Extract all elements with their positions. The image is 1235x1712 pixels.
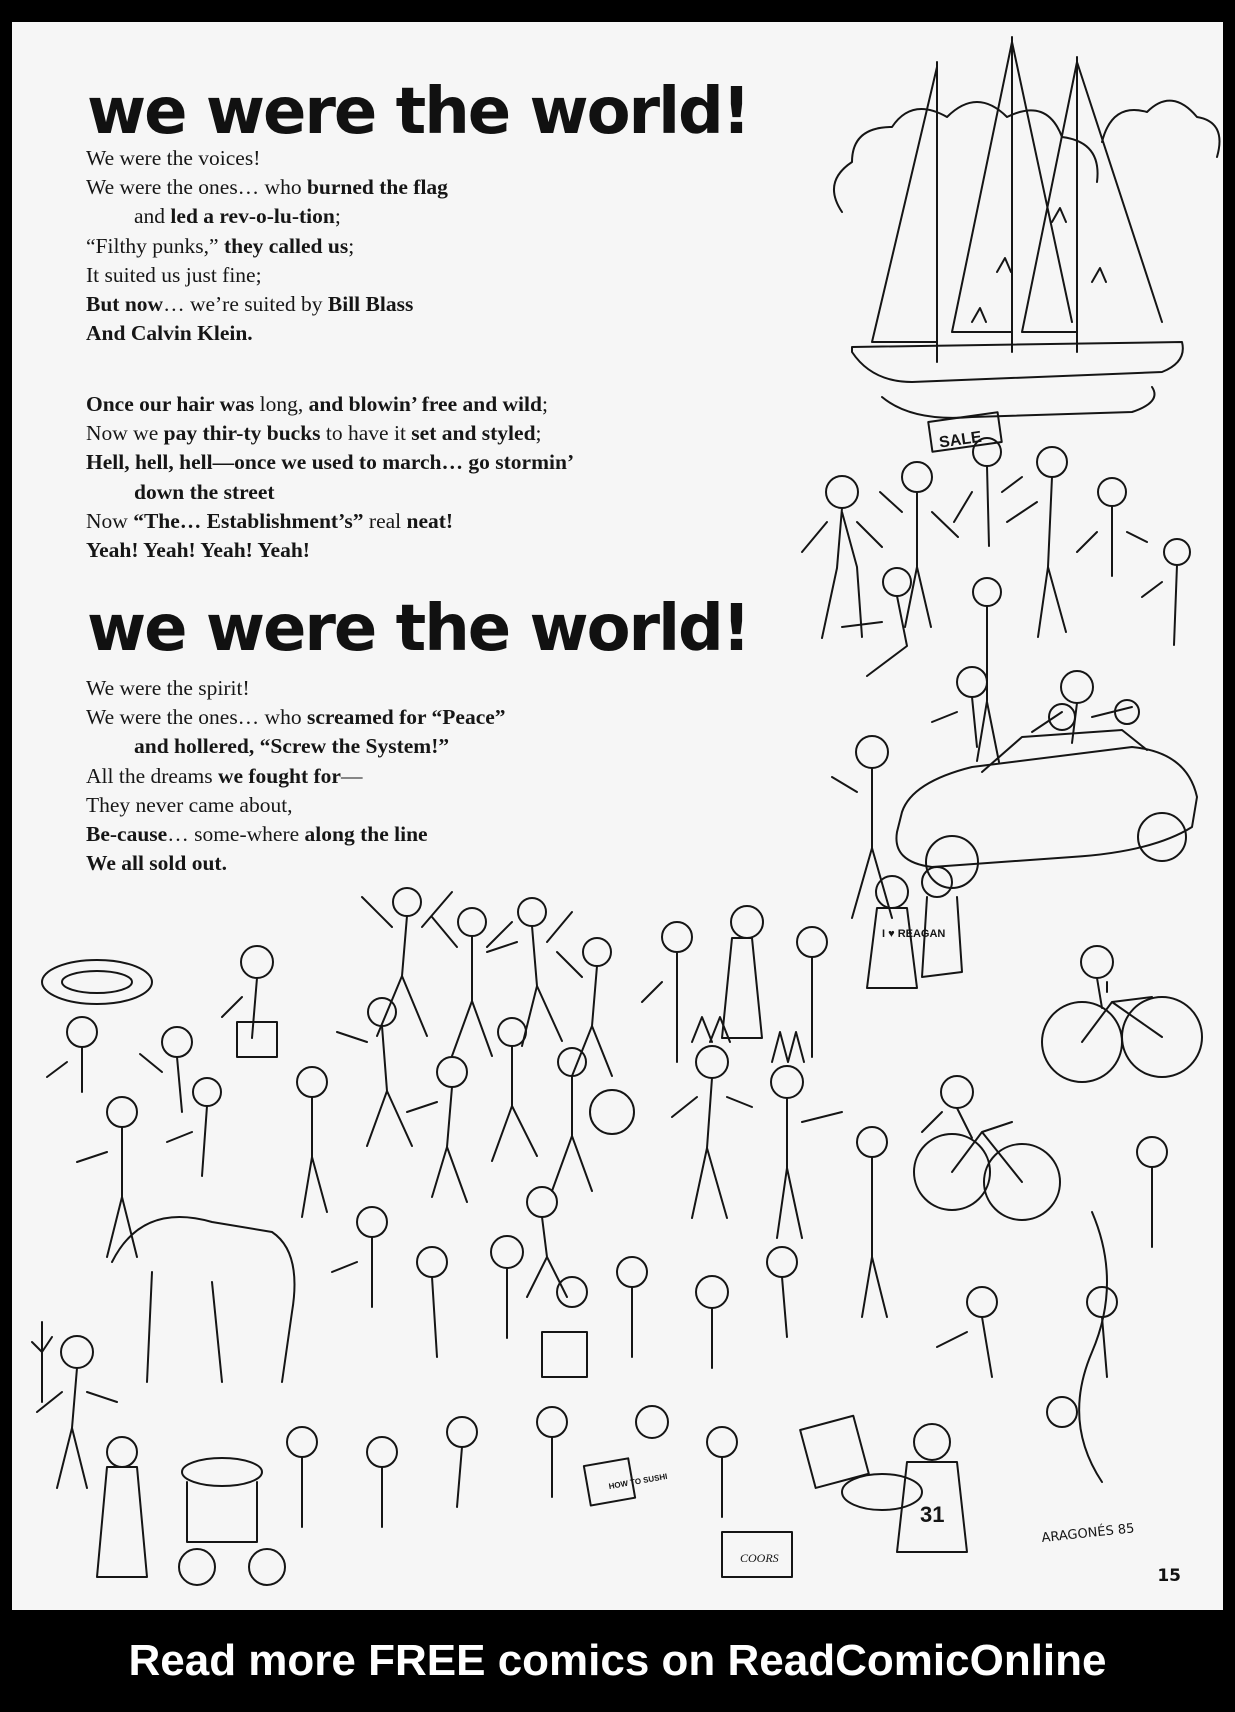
verse-text: — — [340, 763, 363, 788]
verse-text: and hollered, “Screw the System!” — [134, 734, 450, 759]
verse-text: Yeah! Yeah! Yeah! Yeah! — [86, 538, 310, 563]
verse-text: We were the voices! — [86, 146, 261, 170]
bicycle-drawing — [914, 946, 1202, 1220]
cloud-drawing — [1102, 101, 1220, 157]
footer-banner[interactable]: Read more FREE comics on ReadComicOnline — [0, 1610, 1235, 1712]
punks-drawing — [642, 867, 962, 1238]
headline-top: we were the world! — [87, 75, 750, 149]
verse-text: And Calvin Klein. — [86, 321, 253, 346]
verse-text: along the line — [304, 822, 428, 847]
page-number: 15 — [1157, 1566, 1181, 1586]
verse-text: we fought for — [217, 763, 341, 788]
verse-text: real — [363, 508, 407, 533]
headline-middle: we were the world! — [87, 592, 750, 666]
crowd-left-drawing — [37, 946, 327, 1488]
verse-text: ; — [348, 233, 355, 258]
crowd-illustration — [12, 22, 1223, 1610]
reagan-shirt-text: I ♥ REAGAN — [882, 928, 946, 940]
verse-text: … some-where — [167, 822, 305, 847]
jersey-number: 31 — [920, 1502, 945, 1527]
afro-drawing — [590, 1090, 634, 1134]
verse-text: ; — [535, 421, 542, 446]
verse-text: All the dreams — [86, 763, 218, 788]
sushi-book-text: HOW TO SUSHI — [608, 1471, 669, 1492]
verse-text: neat! — [406, 508, 454, 533]
verse-text: set and styled — [411, 421, 536, 446]
verse-text: Bill Blass — [327, 292, 414, 317]
verse-text: long, — [259, 392, 304, 416]
verse-text: led a rev-o-lu-tion — [170, 204, 335, 229]
verse-text: We were the ones… who — [86, 175, 307, 200]
verse-text: and — [134, 204, 171, 229]
verse-text: screamed for “Peace” — [306, 705, 506, 730]
verse-text: Be-cause — [86, 822, 168, 847]
crowd-bottom-drawing — [32, 1127, 1167, 1585]
verse-text: They never came about, — [86, 792, 293, 817]
sale-sign-text: SALE — [938, 428, 983, 452]
verse-text: … we’re suited by — [163, 292, 328, 317]
verse-text: burned the flag — [306, 175, 448, 200]
verse-text: We were the spirit! — [86, 676, 250, 700]
verse-text: … go stormin’ — [441, 450, 575, 475]
comic-page — [12, 22, 1223, 1610]
verse-text: to have it — [320, 421, 412, 446]
yacht-crowd-drawing — [802, 438, 1190, 918]
horse-drawing — [112, 1217, 295, 1382]
verse-text: It suited us just fine; — [86, 262, 262, 287]
verse-text: and blowin’ free and wild — [303, 392, 542, 416]
cooler-text: COORS — [740, 1551, 779, 1565]
verse-text: “Filthy punks,” — [86, 233, 224, 258]
verse-text: Now — [86, 508, 134, 533]
tv-drawing — [542, 1332, 587, 1377]
verse-text: We all sold out. — [86, 851, 227, 876]
verse-text: down the street — [134, 479, 275, 504]
verse-text: they called us — [223, 233, 349, 258]
car-drawing — [896, 700, 1197, 888]
verse-text: “The… Establishment’s” — [133, 508, 364, 533]
verse-text: pay thir-ty bucks — [163, 421, 321, 446]
verse-text: Now we — [86, 421, 164, 446]
verse-text: Hell, hell, hell—once we used to — [86, 450, 383, 475]
verse-text: Once our hair was — [86, 392, 260, 416]
artist-signature: ARAGONÉS 85 — [1040, 1521, 1136, 1546]
aerobics-crowd-drawing — [337, 888, 634, 1297]
verse-text: march — [382, 450, 442, 475]
sailboats-drawing — [852, 37, 1183, 418]
verse-text: ; — [334, 204, 341, 229]
verse-text: ; — [541, 392, 548, 416]
verse-text: But now — [86, 292, 164, 317]
verse-text: We were the ones… who — [86, 705, 307, 730]
